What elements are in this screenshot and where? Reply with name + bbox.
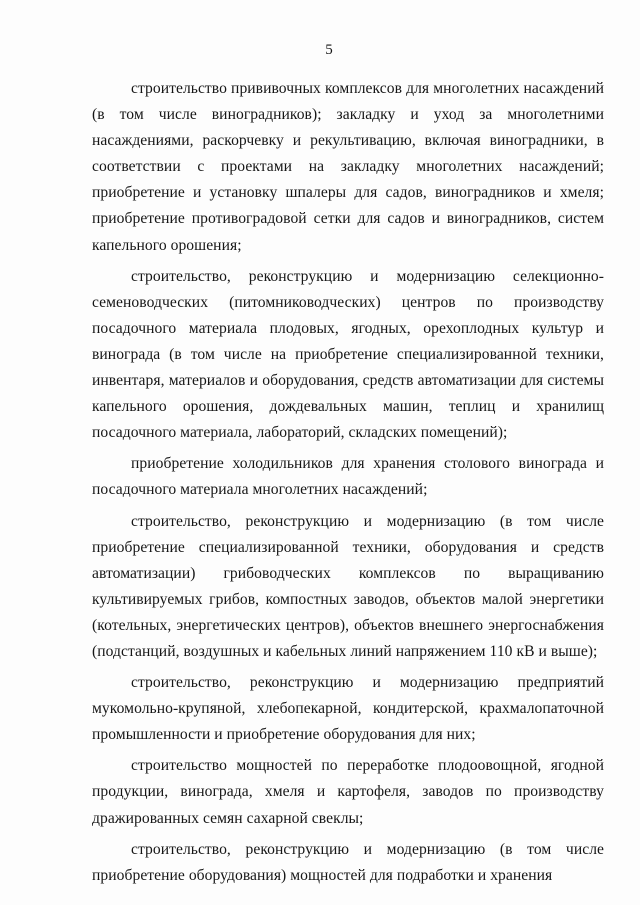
paragraph-6: строительство мощностей по переработке плодоовощной, ягодной продукции, винограда, хмеля и картофеля, заводов по производству дражированных семян сахарной свеклы; (92, 757, 604, 827)
paragraph-5: строительство, реконструкцию и модернизацию предприятий мукомольно-крупяной, хлебопекарной, кондитерской, крахмалопаточной промышленности и приобретение оборудования для них; (92, 674, 604, 744)
paragraph-4: строительство, реконструкцию и модернизацию (в том числе приобретение специализированной техники, оборудования и средств автоматизации) грибоводческих комплексов по выращиванию культивируемых грибов, компостных заводов, объектов малой энергетики (котельных, энергетических центров), объектов внешнего энергоснабжения (подстанций, воздушных и кабельных линий напряжением 110 кВ и выше); (92, 512, 604, 660)
paragraph-7: строительство, реконструкцию и модернизацию (в том числе приобретение оборудования) мощностей для подработки и хранения (92, 840, 604, 884)
paragraph-3: приобретение холодильников для хранения столового винограда и посадочного материала многолетних насаждений; (92, 455, 604, 499)
page-number: 5 (325, 42, 333, 58)
paragraph-1: строительство прививочных комплексов для многолетних насаждений (в том числе виноградников); закладку и уход за многолетними насаждениями, раскорчевку и рекультивацию, включая виноградники, в соответствии с проектами на закладку многолетних насаждений; приобретение и установку шпалеры для садов, виноградников и хмеля; приобретение противоградовой сетки для садов и виноградников, систем капельного орошения; (92, 80, 604, 254)
paragraph-2: строительство, реконструкцию и модернизацию селекционно-семеноводческих (питомниководческих) центров по производству посадочного материала плодовых, ягодных, орехоплодных культур и винограда (в том числе на приобретение специализированной техники, инвентаря, материалов и оборудования, средств автоматизации для системы капельного орошения, дождевальных машин, теплиц и хранилищ посадочного материала, лабораторий, складских помещений); (92, 267, 604, 442)
